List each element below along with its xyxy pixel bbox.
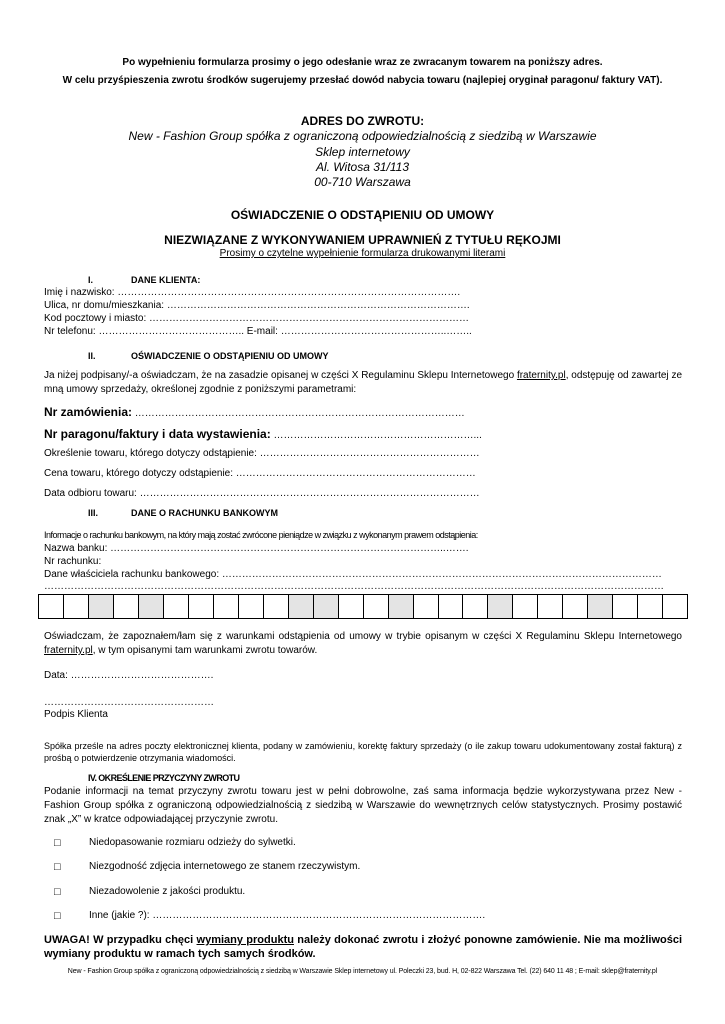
address-heading: ADRES DO ZWROTU: [300, 114, 425, 128]
address-shop: Sklep internetowy [315, 145, 410, 159]
section-1-heading: DANE KLIENTA: [131, 275, 201, 285]
date-field[interactable]: Data: ……………………………………. [44, 670, 214, 681]
phone-email-field[interactable]: Nr telefonu: …………………………………….. E-mail: …………………………………………..…….. [44, 326, 472, 337]
form-title: OŚWIADCZENIE O ODSTĄPIENIU OD UMOWY [230, 208, 495, 222]
account-digit-box[interactable] [164, 595, 189, 618]
section-1-number: I. [88, 275, 94, 285]
account-digit-box[interactable] [663, 595, 687, 618]
fraternity-link-2[interactable]: fraternity.pl [44, 645, 93, 656]
account-digit-box[interactable] [114, 595, 139, 618]
address-street: Al. Witosa 31/113 [315, 160, 410, 174]
bank-info-text: Informacje o rachunku bankowym, na który mają zostać zwrócone pieniądze w związku z wykonanym prawem odstąpienia: [44, 530, 478, 540]
section-2-heading: OŚWIADCZENIE O ODSTĄPIENIU OD UMOWY [131, 351, 329, 361]
street-field[interactable]: Ulica, nr domu/mieszkania: ………………………………………………………………………………. [44, 300, 470, 311]
name-field[interactable]: Imię i nazwisko: …………………………………………………………………………………………. [44, 287, 461, 298]
account-digit-box[interactable] [289, 595, 314, 618]
form-note: Prosimy o czytelne wypełnienie formularza drukowanymi literami [219, 248, 506, 259]
account-digit-box[interactable] [414, 595, 439, 618]
signature-label: Podpis Klienta [44, 709, 108, 720]
account-digit-box[interactable] [139, 595, 164, 618]
account-digit-box[interactable] [364, 595, 389, 618]
account-digit-box[interactable] [613, 595, 638, 618]
exchange-warning: UWAGA! W przypadku chęci wymiany produktu należy dokonać zwrotu i złożyć ponowne zamówienie. Nie ma możliwości wymiany produktu w ramach tych samych środków. [44, 934, 683, 960]
reason-checkbox-3[interactable]: □ [54, 886, 61, 898]
account-digit-box[interactable] [264, 595, 289, 618]
account-digit-box[interactable] [638, 595, 663, 618]
receipt-label: Nr paragonu/faktury i data wystawienia: [44, 427, 271, 441]
account-digit-box[interactable] [89, 595, 114, 618]
reason-checkbox-4[interactable]: □ [54, 910, 61, 922]
footer: New - Fashion Group spółka z ograniczoną odpowiedzialnością z siedzibą w Warszawie Sklep internetowy ul. Poleczki 23, bud. H, 02-822 Warszawa Tel. (22) 640 11 48 ; E-mail: sklep@fraternity.pl [67, 968, 658, 975]
account-digit-box[interactable] [189, 595, 214, 618]
account-digit-box[interactable] [214, 595, 239, 618]
reason-option-3: Niezadowolenie z jakości produktu. [89, 886, 246, 897]
account-digit-box[interactable] [513, 595, 538, 618]
receipt-date-field[interactable]: Data odbioru towaru: ………………………………………………………………………………………… [44, 488, 480, 499]
item-description-field[interactable]: Określenie towaru, którego dotyczy odstąpienie: ………………………………………………………… [44, 448, 480, 459]
address-city: 00-710 Warszawa [314, 175, 411, 189]
address-company: New - Fashion Group spółka z ograniczoną odpowiedzialnością z siedzibą w Warszawie [128, 129, 597, 143]
reason-option-1: Niedopasowanie rozmiaru odzieży do sylwetki. [89, 837, 296, 848]
section-3-number: III. [88, 508, 99, 518]
section-4-heading: IV. OKREŚLENIE PRZYCZYNY ZWROTU [88, 773, 240, 783]
intro-line-1: Po wypełnieniu formularza prosimy o jego odesłanie wraz ze zwracanym towarem na poniższy adres. [122, 57, 603, 68]
signature-line[interactable]: …………………………………………… [44, 697, 214, 708]
account-digit-box[interactable] [389, 595, 414, 618]
fraternity-link[interactable]: fraternity.pl [516, 370, 566, 381]
order-number-field[interactable]: Nr zamówienia: ……………………………………………………………………………………… [44, 405, 465, 419]
item-price-field[interactable]: Cena towaru, którego dotyczy odstąpienie: ……………………………………………………………… [44, 468, 476, 479]
account-digit-box[interactable] [563, 595, 588, 618]
order-number-label: Nr zamówienia: [44, 405, 133, 419]
account-digit-box[interactable] [463, 595, 488, 618]
intro-line-2: W celu przyśpieszenia zwrotu środków sugerujemy przesłać dowód nabycia towaru (najlepiej oryginał paragonu/ faktury VAT). [62, 75, 663, 86]
withdrawal-statement: Ja niżej podpisany/-a oświadczam, że na zasadzie opisanej w części X Regulaminu Sklepu Internetowego fraternity.pl, odstępuję od zawartej ze mną umowy sprzedaży, określonej zgodnie z poniższymi parametrami: [44, 370, 683, 395]
account-digit-box[interactable] [239, 595, 264, 618]
reason-info: Podanie informacji na temat przyczyny zwrotu towaru jest w pełni dobrowolne, zaś sama informacja będzie wykorzystywana przez New - Fashion Group spółka z ograniczoną odpowiedzialnością z siedzibą w Warszawie do wewnętrznych celów statystycznych. Prosimy postawić znak „X” w kratce odpowiadającej przyczynie zwrotu. [44, 786, 682, 825]
account-number-boxes[interactable] [38, 594, 688, 619]
account-digit-box[interactable] [339, 595, 364, 618]
correction-note: Spółka prześle na adres poczty elektronicznej klienta, podany w zamówieniu, korektę faktury sprzedaży (o ile zakup towaru udokumentowany został fakturą) z prośbą o potwierdzenie otrzymania wiadomości. [44, 741, 682, 763]
account-digit-box[interactable] [39, 595, 64, 618]
bank-name-field[interactable]: Nazwa banku: ………………………………………………………………………………………..……. [44, 543, 469, 554]
reason-checkbox-1[interactable]: □ [54, 837, 61, 849]
account-digit-box[interactable] [538, 595, 563, 618]
account-digit-box[interactable] [314, 595, 339, 618]
account-owner-field[interactable]: Dane właściciela rachunku bankowego: …………………………………………………………………………………………………………………… [44, 569, 662, 580]
reason-option-4[interactable]: Inne (jakie ?): ………………………………………………………………………………………. [89, 910, 486, 921]
form-subtitle: NIEZWIĄZANE Z WYKONYWANIEM UPRAWNIEŃ Z TYTUŁU RĘKOJMI [164, 233, 561, 247]
section-2-number: II. [88, 351, 96, 361]
reason-checkbox-2[interactable]: □ [54, 861, 61, 873]
terms-declaration: Oświadczam, że zapoznałem/łam się z warunkami odstąpienia od umowy w trybie opisanym w części X Regulaminu Sklepu Internetowego fraternity.pl, w tym opisanymi tam warunkami zwrotu towarów. [44, 631, 682, 656]
account-number-label: Nr rachunku: [44, 556, 102, 567]
postal-city-field[interactable]: Kod pocztowy i miasto: …………………………………………………………………………………… [44, 313, 470, 324]
reason-option-2: Niezgodność zdjęcia internetowego ze stanem rzeczywistym. [89, 861, 361, 872]
account-owner-extra-line[interactable]: …………………………………………………………………………………………………………………………………………………………………… [44, 581, 664, 592]
receipt-field[interactable]: Nr paragonu/faktury i data wystawienia: ……………………………………………………... [44, 427, 482, 441]
exchange-link: wymiany produktu [196, 934, 294, 946]
account-digit-box[interactable] [439, 595, 464, 618]
section-3-heading: DANE O RACHUNKU BANKOWYM [131, 508, 278, 518]
account-digit-box[interactable] [64, 595, 89, 618]
account-digit-box[interactable] [588, 595, 613, 618]
account-digit-box[interactable] [488, 595, 513, 618]
